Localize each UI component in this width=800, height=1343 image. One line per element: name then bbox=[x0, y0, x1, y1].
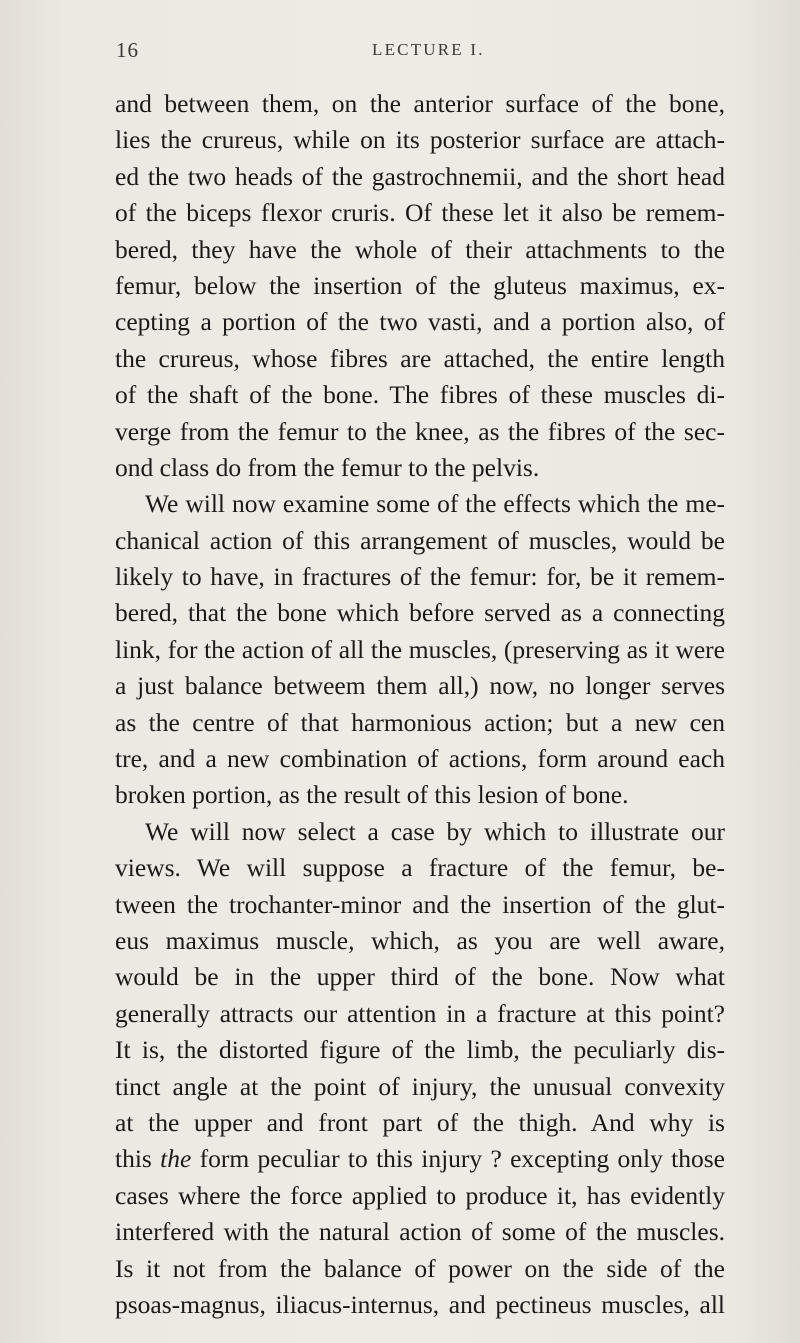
text-line: bered, they have the whole of their attachments to the bbox=[115, 234, 725, 264]
text-segment: this bbox=[115, 1144, 161, 1174]
text-line: as the centre of that harmonious action; but a new cen bbox=[115, 707, 725, 737]
text-line: views. We will suppose a fracture of the femur, be- bbox=[115, 853, 725, 883]
text-line-with-italic bbox=[115, 1141, 725, 1177]
text-line: eus maximus muscle, which, as you are well aware, bbox=[115, 925, 725, 955]
text-line: likely to have, in fractures of the femur: for, be it remem- bbox=[115, 562, 725, 592]
italic-word: the bbox=[160, 1144, 192, 1174]
text-line: link, for the action of all the muscles, (preserving as it were bbox=[115, 634, 725, 664]
text-line: would be in the upper third of the bone. Now what bbox=[115, 962, 725, 992]
body-text bbox=[115, 86, 725, 1323]
text-line: lies the crureus, while on its posterior surface are attach- bbox=[115, 125, 725, 155]
text-line: broken portion, as the result of this lesion of bone. bbox=[115, 780, 629, 810]
text-line: ed the two heads of the gastrochnemii, and the short head bbox=[115, 161, 725, 191]
text-line: a just balance betweem them all,) now, no longer serves bbox=[115, 671, 725, 701]
text-line: of the shaft of the bone. The fibres of these muscles di- bbox=[115, 380, 725, 410]
paragraph-start-line: We will now select a case by which to illustrate our bbox=[145, 816, 725, 846]
text-line: at the upper and front part of the thigh. And why is bbox=[115, 1107, 725, 1137]
text-segment: form peculiar to this injury ? excepting only those bbox=[191, 1144, 725, 1174]
text-line: tinct angle at the point of injury, the unusual convexity bbox=[115, 1071, 725, 1101]
text-line: generally attracts our attention in a fracture at this point? bbox=[115, 998, 725, 1028]
text-line: ond class do from the femur to the pelvis. bbox=[115, 452, 540, 482]
text-line: interfered with the natural action of some of the muscles. bbox=[115, 1217, 725, 1247]
text-line: of the biceps flexor cruris. Of these let it also be remem- bbox=[115, 198, 725, 228]
text-line: tween the trochanter-minor and the insertion of the glut- bbox=[115, 889, 725, 919]
text-line: and between them, on the anterior surface of the bone, bbox=[115, 89, 725, 118]
paragraph-start-line: We will now examine some of the effects which the me- bbox=[145, 489, 725, 519]
text-line: tre, and a new combination of actions, form around each bbox=[115, 744, 725, 774]
text-line: cepting a portion of the two vasti, and a portion also, of bbox=[115, 307, 725, 337]
text-line: cases where the force applied to produce it, has evidently bbox=[115, 1180, 725, 1210]
text-line: chanical action of this arrangement of muscles, would be bbox=[115, 525, 725, 555]
text-line: psoas-magnus, iliacus-internus, and pectineus muscles, all bbox=[115, 1289, 725, 1319]
page-number: 16 bbox=[116, 38, 139, 62]
text-line: femur, below the insertion of the gluteus maximus, ex- bbox=[115, 270, 725, 300]
running-head bbox=[0, 38, 800, 68]
text-line: verge from the femur to the knee, as the fibres of the sec- bbox=[115, 416, 725, 446]
text-line: bered, that the bone which before served as a connecting bbox=[115, 598, 725, 628]
text-line: Is it not from the balance of power on the side of the bbox=[115, 1253, 725, 1283]
text-line: the crureus, whose fibres are attached, the entire length bbox=[115, 343, 725, 373]
running-head-title: LECTURE I. bbox=[372, 40, 485, 59]
text-line: It is, the distorted figure of the limb, the peculiarly dis- bbox=[115, 1035, 725, 1065]
